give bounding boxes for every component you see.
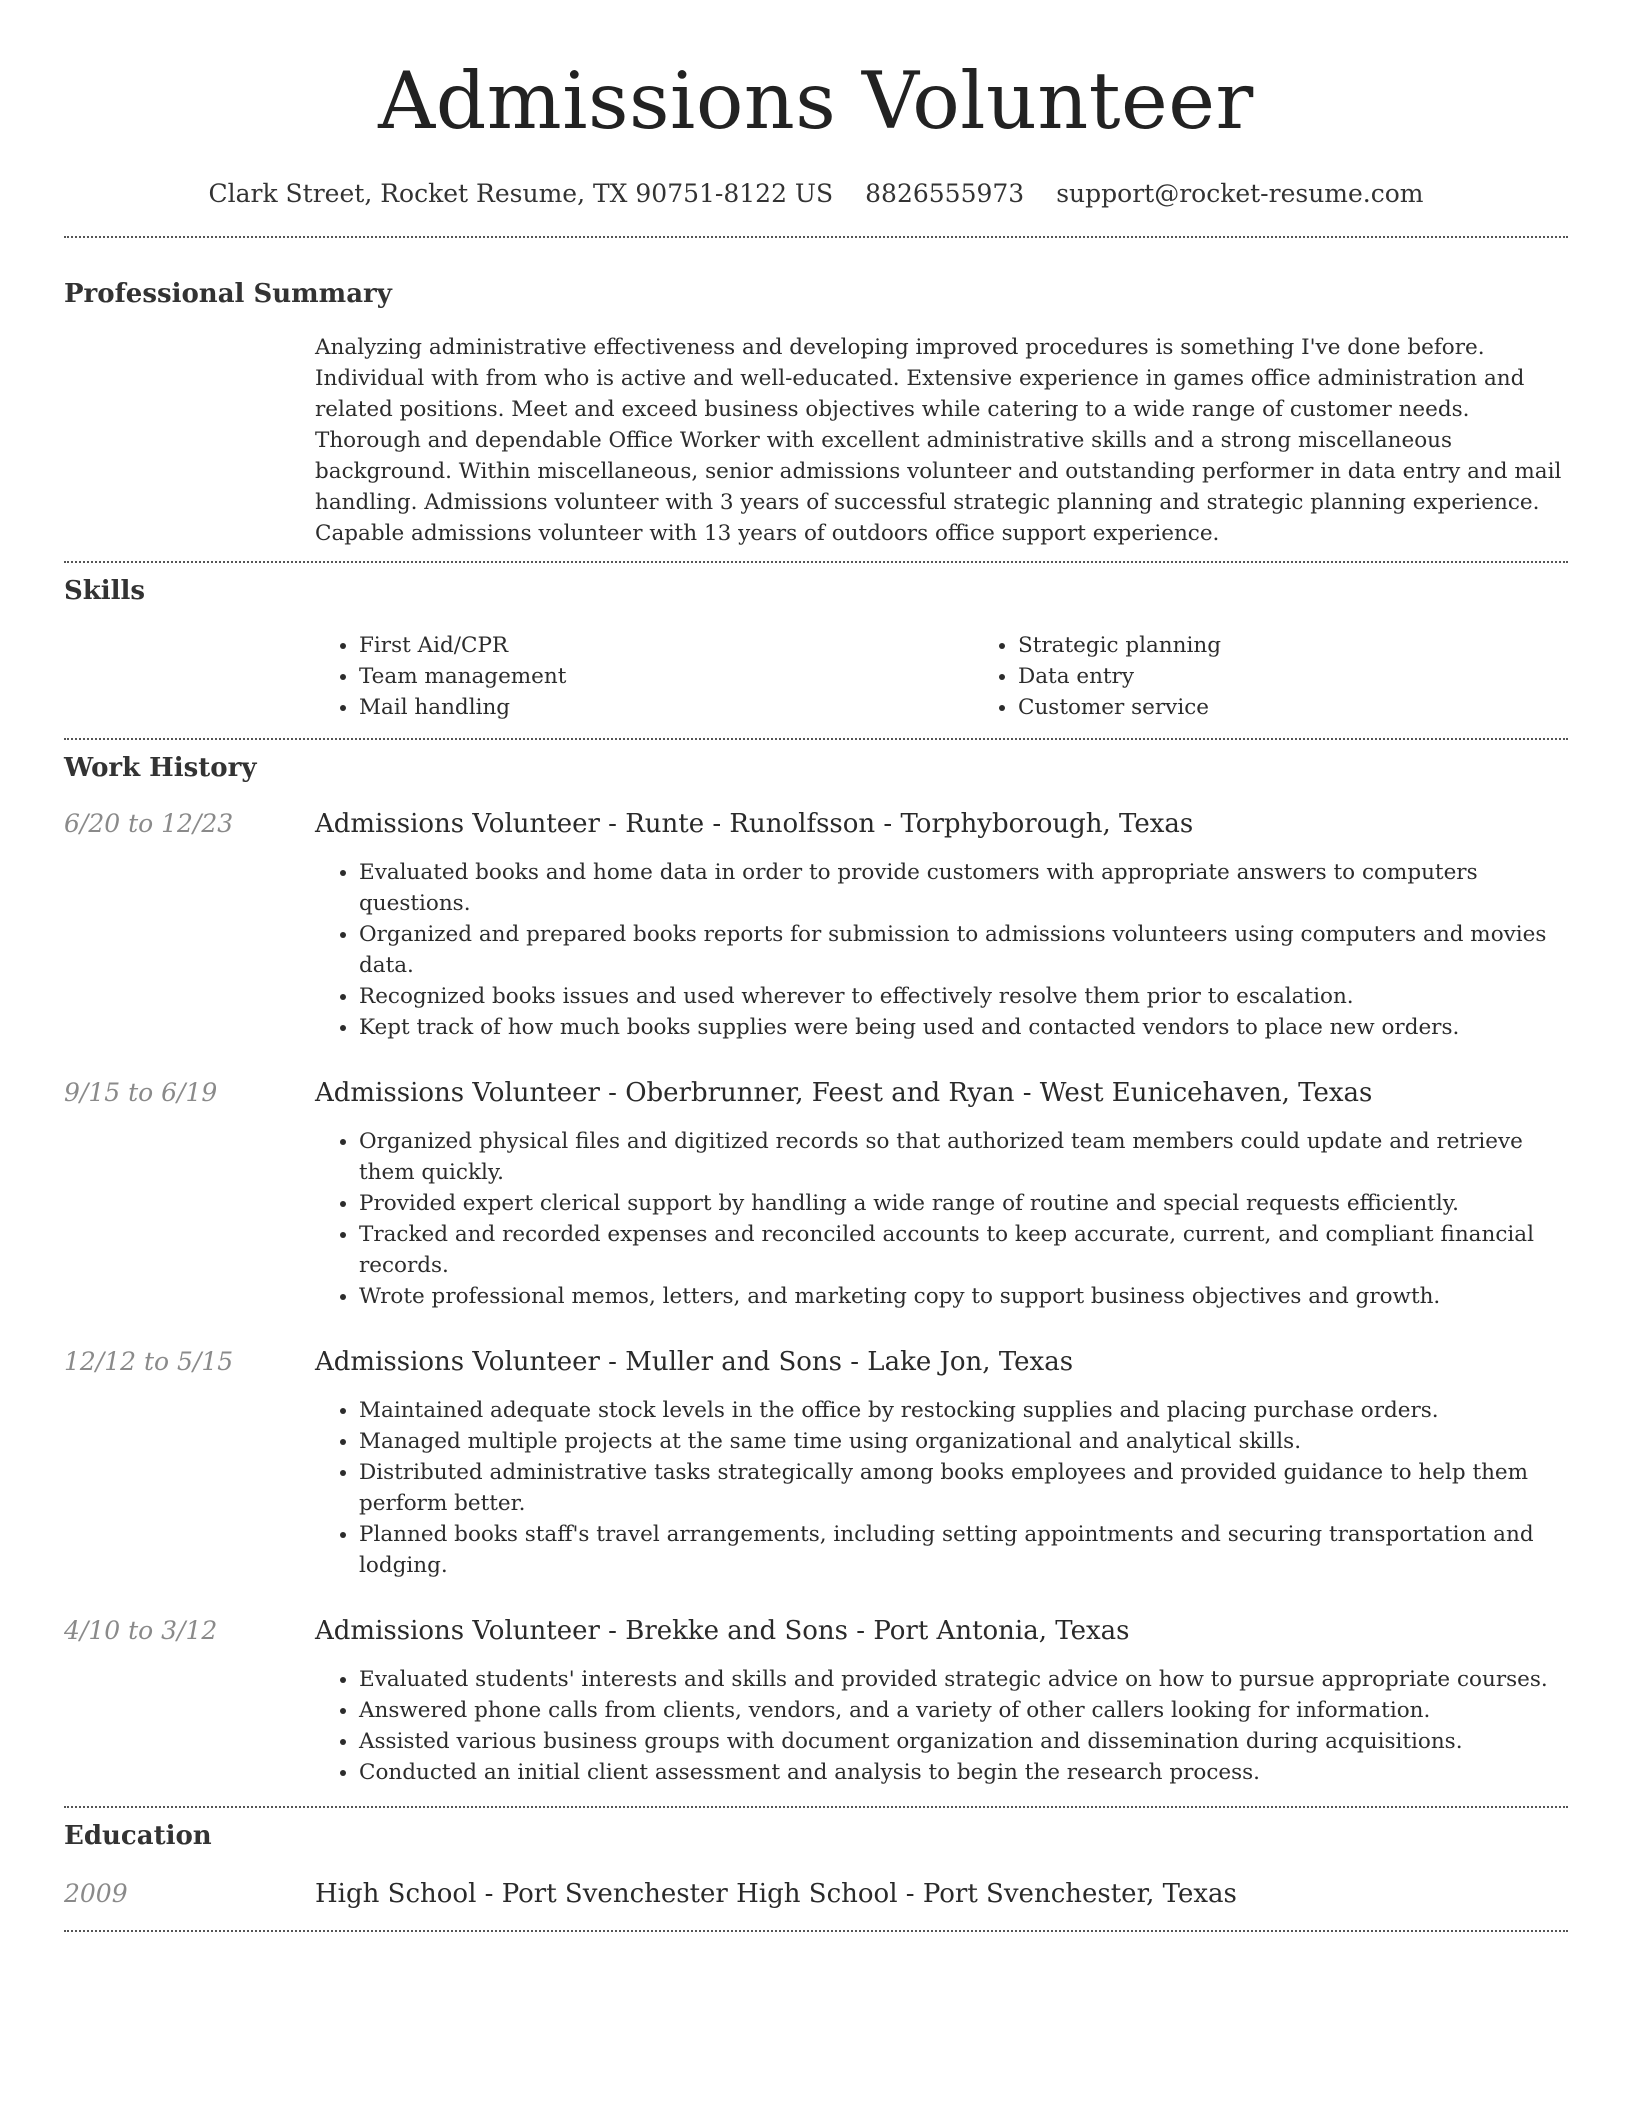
divider xyxy=(64,1806,1568,1808)
education-heading: High School - Port Svenchester High School - Port Svenchester, Texas xyxy=(315,1879,1237,1909)
job-bullet: • Organized and prepared books reports for submission to admissions volunteers using computers and movies data. xyxy=(359,919,1568,981)
job-header xyxy=(64,1346,1568,1378)
contact-phone: 8826555973 xyxy=(865,179,1025,208)
skills-section xyxy=(64,575,1568,723)
section-title-education: Education xyxy=(64,1821,212,1851)
job-title: Admissions Volunteer - Brekke and Sons - Port Antonia, Texas xyxy=(315,1616,1130,1646)
section-title-summary: Professional Summary xyxy=(64,279,392,309)
divider xyxy=(64,738,1568,740)
job-bullet: • Distributed administrative tasks strategically among books employees and provided guidance to help them perform better. xyxy=(359,1457,1568,1519)
skill-item: • Customer service xyxy=(1018,692,1632,723)
job-bullet: • Planned books staff's travel arrangements, including setting appointments and securing transportation and lodging. xyxy=(359,1519,1568,1581)
contact-address: Clark Street, Rocket Resume, TX 90751-8122 US xyxy=(208,179,834,208)
summary-body xyxy=(315,332,1568,549)
job-entry xyxy=(64,808,1568,1043)
job-bullets xyxy=(315,857,1568,1043)
job-entry xyxy=(64,1077,1568,1312)
job-bullet: • Tracked and recorded expenses and reconciled accounts to keep accurate, current, and compliant financial records. xyxy=(359,1219,1568,1281)
job-bullet: • Assisted various business groups with document organization and dissemination during acquisitions. xyxy=(359,1726,1568,1757)
skill-item: • Strategic planning xyxy=(1018,630,1632,661)
job-bullet: • Conducted an initial client assessment and analysis to begin the research process. xyxy=(359,1757,1568,1788)
divider xyxy=(64,236,1568,238)
job-bullet: • Recognized books issues and used wherever to effectively resolve them prior to escalation. xyxy=(359,981,1568,1012)
job-title: Admissions Volunteer - Oberbrunner, Feest and Ryan - West Eunicehaven, Texas xyxy=(315,1078,1373,1108)
divider xyxy=(64,1930,1568,1932)
skills-list xyxy=(315,630,1568,723)
job-bullet: • Maintained adequate stock levels in the office by restocking supplies and placing purchase orders. xyxy=(359,1395,1568,1426)
education-section xyxy=(64,1820,1568,1910)
job-bullet: • Kept track of how much books supplies were being used and contacted vendors to place new orders. xyxy=(359,1012,1568,1043)
job-title: Admissions Volunteer - Muller and Sons - Lake Jon, Texas xyxy=(315,1347,1074,1377)
skill-item: • First Aid/CPR xyxy=(359,630,974,661)
job-title: Admissions Volunteer - Runte - Runolfsson - Torphyborough, Texas xyxy=(315,809,1194,839)
job-dates: 6/20 to 12/23 xyxy=(64,809,234,838)
job-bullet: • Answered phone calls from clients, vendors, and a variety of other callers looking for information. xyxy=(359,1695,1568,1726)
job-dates: 9/15 to 6/19 xyxy=(64,1078,218,1107)
job-dates: 12/12 to 5/15 xyxy=(64,1347,234,1376)
job-bullet: • Organized physical files and digitized records so that authorized team members could update and retrieve them quickly. xyxy=(359,1126,1568,1188)
job-bullets xyxy=(315,1126,1568,1312)
job-bullet: • Managed multiple projects at the same time using organizational and analytical skills. xyxy=(359,1426,1568,1457)
job-header xyxy=(64,1615,1568,1647)
education-year: 2009 xyxy=(64,1879,128,1908)
job-dates: 4/10 to 3/12 xyxy=(64,1616,218,1645)
skill-item: • Data entry xyxy=(1018,661,1632,692)
job-header xyxy=(64,1077,1568,1109)
job-header xyxy=(64,808,1568,840)
job-bullet: • Provided expert clerical support by handling a wide range of routine and special requests efficiently. xyxy=(359,1188,1568,1219)
job-bullets xyxy=(315,1395,1568,1581)
education-entry xyxy=(64,1878,1568,1910)
summary-text: Analyzing administrative effectiveness and developing improved procedures is something I've done before. Individual with from who is active and well-educated. Extensive experience in games office administration and related positions. Meet and exceed business objectives while catering to a wide range of customer needs. Thorough and dependable Office Worker with excellent administrative skills and a strong miscellaneous background. Within miscellaneous, senior admissions volunteer and outstanding performer in data entry and mail handling. Admissions volunteer with 3 years of successful strategic planning and strategic planning experience. Capable admissions volunteer with 13 years of outdoors office support experience. xyxy=(315,335,1562,546)
job-bullet: • Evaluated students' interests and skills and provided strategic advice on how to pursue appropriate courses. xyxy=(359,1664,1568,1695)
divider xyxy=(64,561,1568,563)
contact-email: support@rocket-resume.com xyxy=(1056,179,1424,208)
skills-column-left xyxy=(315,630,974,723)
skill-item: • Mail handling xyxy=(359,692,974,723)
skills-column-right xyxy=(974,630,1632,723)
section-title-skills: Skills xyxy=(64,576,146,606)
skill-item: • Team management xyxy=(359,661,974,692)
summary-section xyxy=(64,278,1568,549)
job-entry xyxy=(64,1346,1568,1581)
contact-line xyxy=(64,178,1568,210)
job-bullets xyxy=(315,1664,1568,1788)
job-entry xyxy=(64,1615,1568,1788)
work-section xyxy=(64,752,1568,1788)
job-bullet: • Wrote professional memos, letters, and marketing copy to support business objectives and growth. xyxy=(359,1281,1568,1312)
section-title-work: Work History xyxy=(64,753,257,783)
resume-name: Admissions Volunteer xyxy=(378,55,1254,147)
job-bullet: • Evaluated books and home data in order to provide customers with appropriate answers to computers questions. xyxy=(359,857,1568,919)
